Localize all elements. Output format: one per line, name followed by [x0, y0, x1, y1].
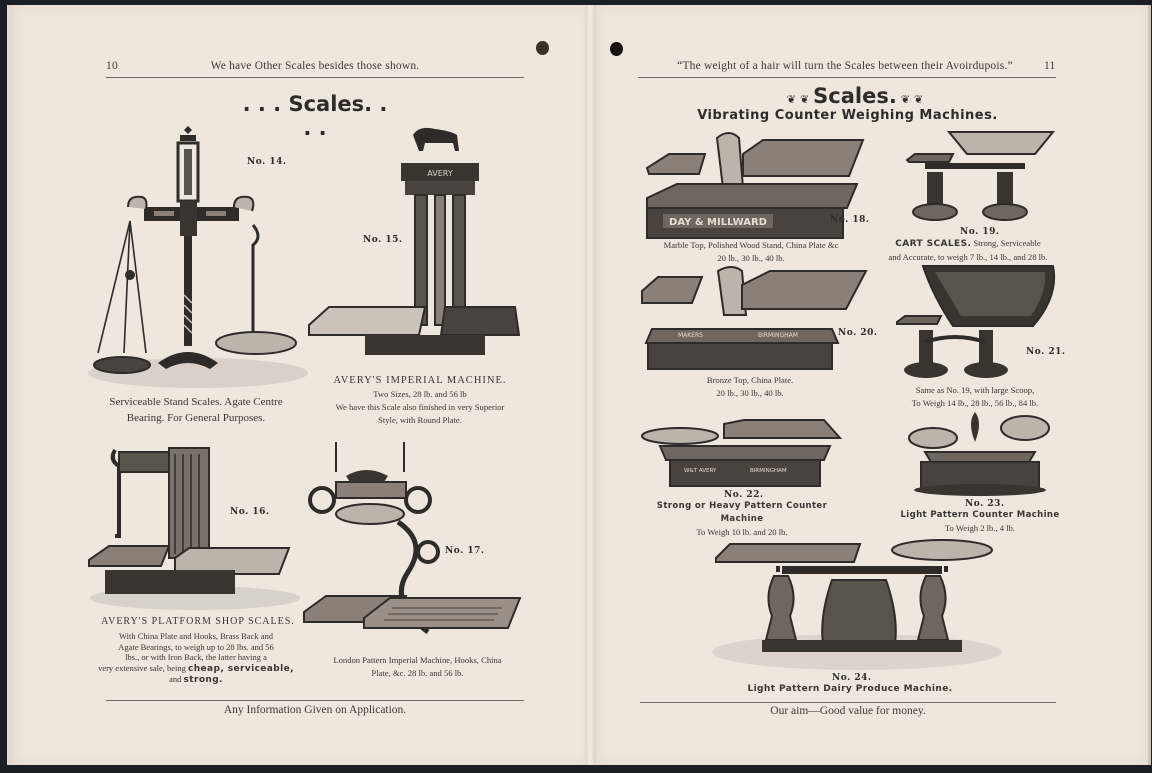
- caption-line: and strong.: [169, 674, 223, 685]
- caption-line: Serviceable Stand Scales. Agate Centre: [109, 396, 283, 408]
- footer-rule-left: [106, 700, 524, 701]
- london-pattern-machine-illustration: [300, 442, 525, 647]
- ornament-icon: ❦: [914, 93, 924, 106]
- caption-line: Plate, &c. 28 lb. and 56 lb.: [371, 668, 464, 678]
- item-number-17: No. 17.: [445, 546, 485, 556]
- caption-item-18: [636, 239, 866, 265]
- caption-line: very extensive sale, being cheap, serviceable,: [98, 662, 294, 674]
- caption-item-21: [890, 384, 1060, 410]
- caption-item-22: [636, 500, 848, 539]
- caption-line: To Weigh 10 lb. and 20 lb.: [696, 527, 788, 537]
- item-number-22: No. 22.: [724, 490, 764, 500]
- caption-line: To Weigh 2 lb., 4 lb.: [944, 523, 1016, 533]
- ornament-icon: ❦: [799, 93, 810, 106]
- footer-left: Any Information Given on Application.: [223, 704, 407, 716]
- title-text: Scales.: [813, 84, 897, 108]
- caption-line: London Pattern Imperial Machine, Hooks, China: [333, 655, 502, 665]
- caption-line: 20 lb., 30 lb., 40 lb.: [717, 253, 785, 263]
- caption-line: lbs., or with Iron Back, the latter having a: [125, 652, 267, 662]
- light-counter-machine-illustration: [905, 410, 1055, 498]
- caption-line: To Weigh 14 lb., 28 lb., 56 lb., 84 lb.: [911, 398, 1039, 408]
- caption-item-20: [660, 374, 840, 400]
- svg-text:DAY & MILLWARD: DAY & MILLWARD: [669, 217, 767, 228]
- ornament-icon: ❦: [900, 93, 911, 106]
- item-number-16: No. 16.: [230, 507, 270, 517]
- caption-line: Bronze Top, China Plate.: [706, 375, 794, 385]
- caption-line: Agate Bearings, to weigh up to 28 lbs. and 56: [118, 641, 274, 652]
- footer-rule-right: [640, 702, 1056, 703]
- caption-line: and Accurate, to weigh 7 lb., 14 lb., and 28 lb.: [888, 252, 1048, 262]
- binding-hole-icon: [536, 41, 549, 55]
- caption-item-23: [895, 509, 1065, 535]
- item-number-19: No. 19.: [960, 227, 1000, 237]
- caption-item-15: [305, 388, 535, 427]
- ornament-icon: ❦: [786, 93, 796, 106]
- caption-line: We have this Scale also finished in very Superior: [335, 402, 505, 412]
- caption-line: Style, with Round Plate.: [378, 415, 462, 425]
- page-number-left: 10: [106, 60, 118, 72]
- caption-item-17: [305, 654, 530, 680]
- item-number-21: No. 21.: [1026, 347, 1066, 357]
- item-number-18: No. 18.: [830, 215, 870, 225]
- running-head-left: We have Other Scales besides those shown.: [210, 60, 420, 72]
- svg-text:AVERY: AVERY: [427, 169, 453, 178]
- cart-scale-illustration: [905, 128, 1055, 223]
- page-subtitle: Vibrating Counter Weighing Machines.: [697, 108, 998, 123]
- caption-line: Bearing. For General Purposes.: [126, 412, 266, 424]
- svg-text:MAKERS: MAKERS: [678, 332, 703, 339]
- caption-title-item-16: AVERY'S PLATFORM SHOP SCALES.: [101, 616, 295, 627]
- caption-line: With China Plate and Hooks, Brass Back and: [118, 631, 274, 641]
- caption-line: Marble Top, Polished Wood Stand, China Plate &c: [663, 240, 839, 250]
- heavy-counter-machine-illustration: [640, 418, 845, 490]
- page-number-right: 11: [1044, 60, 1056, 72]
- stand-scale-illustration: [88, 125, 303, 390]
- binding-hole-icon: [610, 42, 623, 56]
- caption-line: Same as No. 19, with large Scoop,: [915, 385, 1035, 395]
- caption-title-item-15: AVERY'S IMPERIAL MACHINE.: [333, 375, 507, 386]
- item-number-23: No. 23.: [965, 499, 1005, 509]
- caption-item-16: [96, 631, 296, 686]
- running-head-right: “The weight of a hair will turn the Scales between their Avoirdupois.”: [677, 60, 1013, 72]
- svg-text:BIRMINGHAM: BIRMINGHAM: [758, 332, 798, 339]
- page-title-left: . . . Scales. . . .: [242, 92, 388, 140]
- caption-line: CART SCALES. Strong, Serviceable: [895, 238, 1041, 249]
- caption-item-14: [96, 394, 296, 426]
- caption-title: Light Pattern Counter Machine: [900, 510, 1060, 520]
- footer-right: Our aim—Good value for money.: [770, 705, 926, 717]
- bronze-top-scale-illustration: [638, 265, 870, 375]
- header-rule-left: [106, 77, 524, 78]
- item-number-24: No. 24.: [832, 673, 872, 683]
- dairy-produce-machine-illustration: [712, 540, 1002, 672]
- item-number-15: No. 15.: [363, 235, 403, 245]
- imperial-machine-illustration: [305, 125, 525, 370]
- platform-shop-scale-illustration: [85, 440, 295, 615]
- item-number-14: No. 14.: [247, 157, 287, 167]
- caption-title: Strong or Heavy Pattern Counter Machine: [656, 501, 828, 524]
- caption-line: Two Sizes, 28 lb. and 56 lb: [373, 389, 467, 399]
- page-title-right: [770, 84, 940, 108]
- item-number-20: No. 20.: [838, 328, 878, 338]
- svg-text:W&T AVERY: W&T AVERY: [684, 468, 717, 474]
- scoop-scale-illustration: [895, 262, 1060, 382]
- caption-line: 20 lb., 30 lb., 40 lb.: [716, 388, 784, 398]
- caption-title-item-24: Light Pattern Dairy Produce Machine.: [747, 684, 953, 694]
- header-rule-right: [638, 77, 1056, 78]
- caption-item-19: [872, 237, 1064, 264]
- svg-text:BIRMINGHAM: BIRMINGHAM: [750, 468, 787, 474]
